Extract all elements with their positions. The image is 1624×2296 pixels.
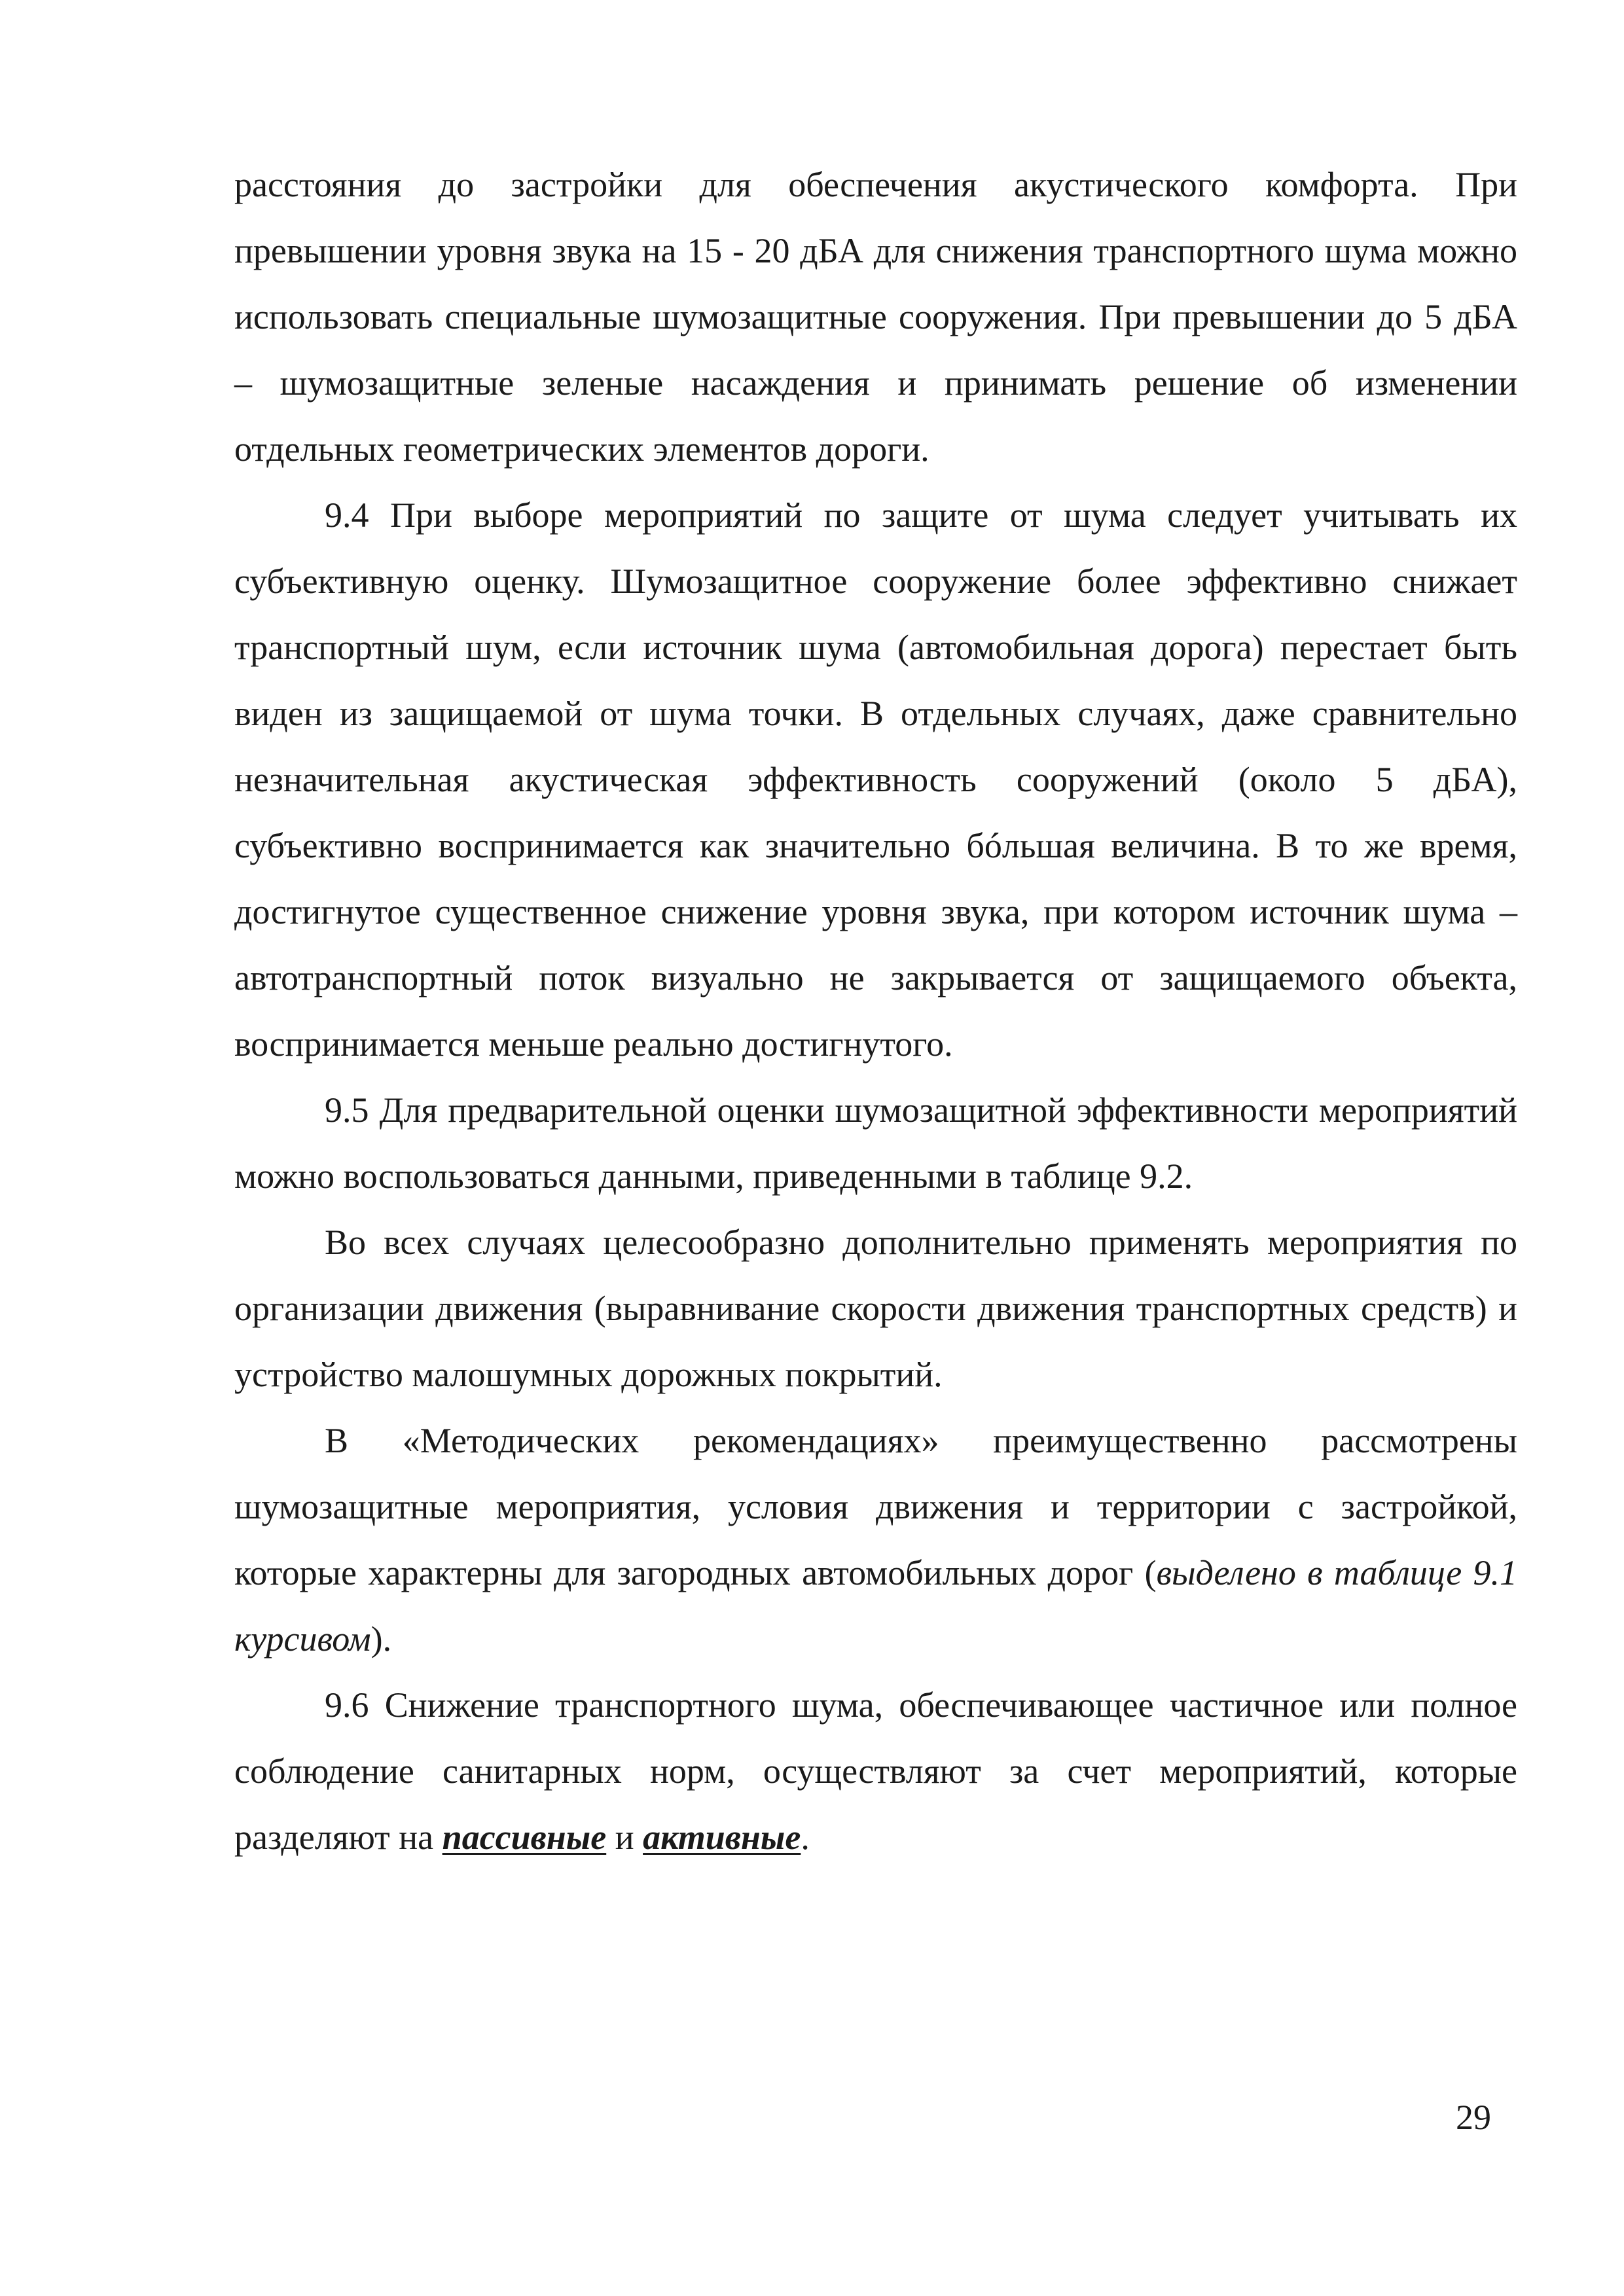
paragraph-text-after: . bbox=[801, 1818, 810, 1857]
page-number: 29 bbox=[1456, 2098, 1491, 2137]
paragraph-9-5: 9.5 Для предварительной оценки шумозащитной эффективности мероприятий можно воспользоваться данными, приведенными в таблице 9.2. bbox=[234, 1090, 1517, 1196]
paragraph-9-6 bbox=[234, 1672, 1517, 1871]
paragraph-9-4: 9.4 При выборе мероприятий по защите от шума следует учитывать их субъективную оценку. Шумозащитное сооружение более эффективно снижает транспортный шум, если источник шума (автомобильная дорога) перестает быть виден из защищаемой от шума точки. В отдельных случаях, даже сравнительно незначительная акустическая эффективность сооружений (около 5 дБА), субъективно воспринимается как значительно бóльшая величина. В то же время, достигнутое существенное снижение уровня звука, при котором источник шума – автотранспортный поток визуально не закрывается от защищаемого объекта, воспринимается меньше реально достигнутого. bbox=[234, 495, 1517, 1064]
paragraph-text-before: В «Методических рекомендациях» преимущественно рассмотрены шумозащитные мероприятия, условия движения и территории с застройкой, которые характерны для загородных автомобильных дорог ( bbox=[234, 1421, 1517, 1592]
paragraph-methodical-recommendations bbox=[234, 1408, 1517, 1672]
paragraph-text-middle: и bbox=[606, 1818, 643, 1857]
italic-note: выделено в таблице 9.1 курсивом bbox=[234, 1553, 1517, 1659]
document-body bbox=[234, 152, 1517, 1871]
paragraph-text-after: ). bbox=[370, 1619, 392, 1659]
term-passive: пассивные bbox=[442, 1818, 607, 1857]
paragraph-traffic-measures: Во всех случаях целесообразно дополнительно применять мероприятия по организации движения (выравнивание скорости движения транспортных средств) и устройство малошумных дорожных покрытий. bbox=[234, 1223, 1517, 1394]
paragraph-text-before: 9.6 Снижение транспортного шума, обеспечивающее частичное или полное соблюдение санитарных норм, осуществляют за счет мероприятий, которые разделяют на bbox=[234, 1685, 1517, 1857]
term-active: активные bbox=[643, 1818, 801, 1857]
paragraph-continuation: расстояния до застройки для обеспечения акустического комфорта. При превышении уровня звука на 15 - 20 дБА для снижения транспортного шума можно использовать специальные шумозащитные сооружения. При превышении до 5 дБА – шумозащитные зеленые насаждения и принимать решение об изменении отдельных геометрических элементов дороги. bbox=[234, 165, 1517, 469]
